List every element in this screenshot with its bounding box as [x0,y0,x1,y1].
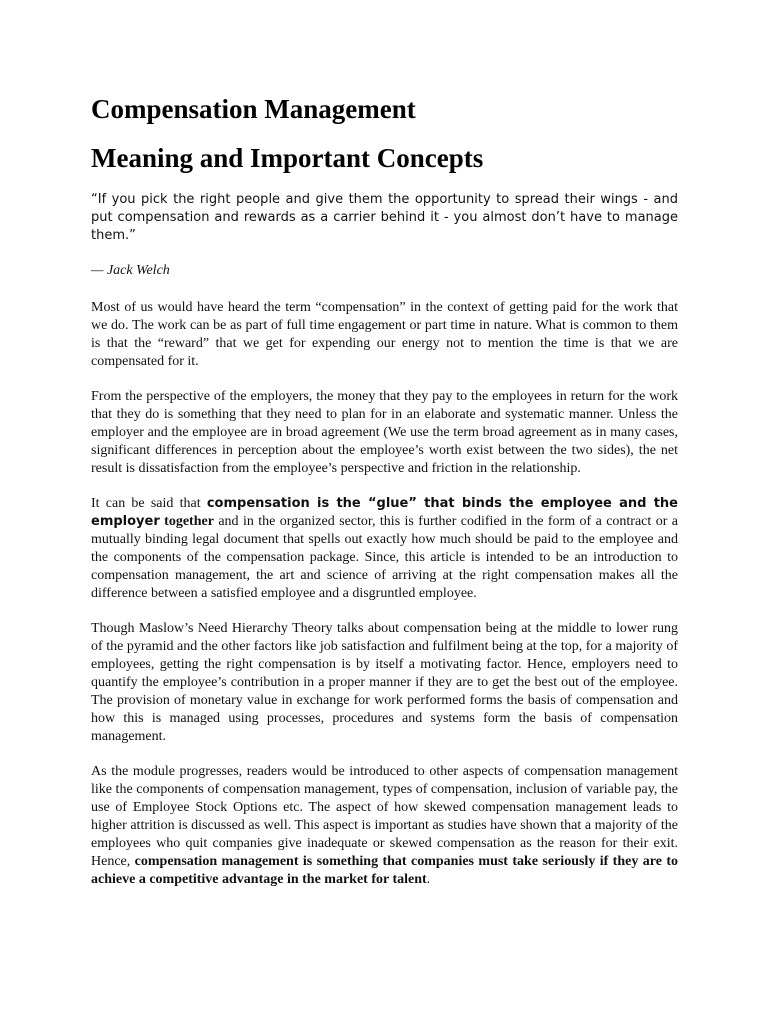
paragraph-3 [91,495,678,603]
paragraph-3-intro: It can be said that [91,496,207,511]
paragraph-2: From the perspective of the employers, the money that they pay to the employees in return for the work that they do is something that they need to plan for in an elaborate and systematic manner. Unless the employer and the employee are in broad agreement (We use the term broad agreement as in many cases, significant differences in perception about the employee’s worth exist between the two sides), the net result is dissatisfaction from the employee’s perspective and friction in the relationship. [91,389,678,476]
quote: “If you pick the right people and give them the opportunity to spread their wings - and put compensation and rewards as a carrier behind it - you almost don’t have to manage them.” [91,192,678,243]
paragraph-4: Though Maslow’s Need Hierarchy Theory talks about compensation being at the middle to lower rung of the pyramid and the other factors like job satisfaction and fulfilment being at the top, for a majority of employees, getting the right compensation is by itself a motivating factor. Hence, employers need to quantify the employee’s contribution in a proper manner if they are to get the best out of the employee. The provision of monetary value in exchange for work performed forms the basis of compensation and how this is managed using processes, procedures and systems form the basis of compensation management. [91,621,678,744]
document-page [91,92,678,906]
paragraph-5-end: . [426,872,431,887]
paragraph-1: Most of us would have heard the term “compensation” in the context of getting paid for the work that we do. The work can be as part of full time engagement or part time in nature. What is common to them is that the “reward” that we get for expending our energy not to mention the time is that we are compensated for it. [91,300,678,369]
paragraph-3-emphasis: compensation is the “glue” that binds the employee and the employer [91,496,678,529]
paragraph-5 [91,763,678,889]
paragraph-5-body: As the module progresses, readers would be introduced to other aspects of compensation management like the components of compensation management, types of compensation, inclusion of variable pay, the use of Employee Stock Options etc. The aspect of how skewed compensation management leads to higher attrition is discussed as well. This aspect is important as studies have shown that a majority of the employees who quit companies give inadequate or skewed compensation as the reason for their exit. Hence, [91,764,678,869]
paragraph-5-emphasis: compensation management is something that companies must take seriously if they are to achieve a competitive advantage in the market for talent [91,854,678,887]
quote-author: — Jack Welch [91,263,170,278]
paragraph-3-body: and in the organized sector, this is further codified in the form of a contract or a mutually binding legal document that spells out exactly how much should be paid to the employee and the components of the compensation package. Since, this article is intended to be an introduction to compensation management, the art and science of arriving at the right compensation makes all the difference between a satisfied employee and a disgruntled employee. [91,514,678,601]
paragraph-3-emphasis-2: together [159,514,214,529]
document-subtitle: Meaning and Important Concepts [91,143,484,173]
document-title: Compensation Management [91,94,416,124]
